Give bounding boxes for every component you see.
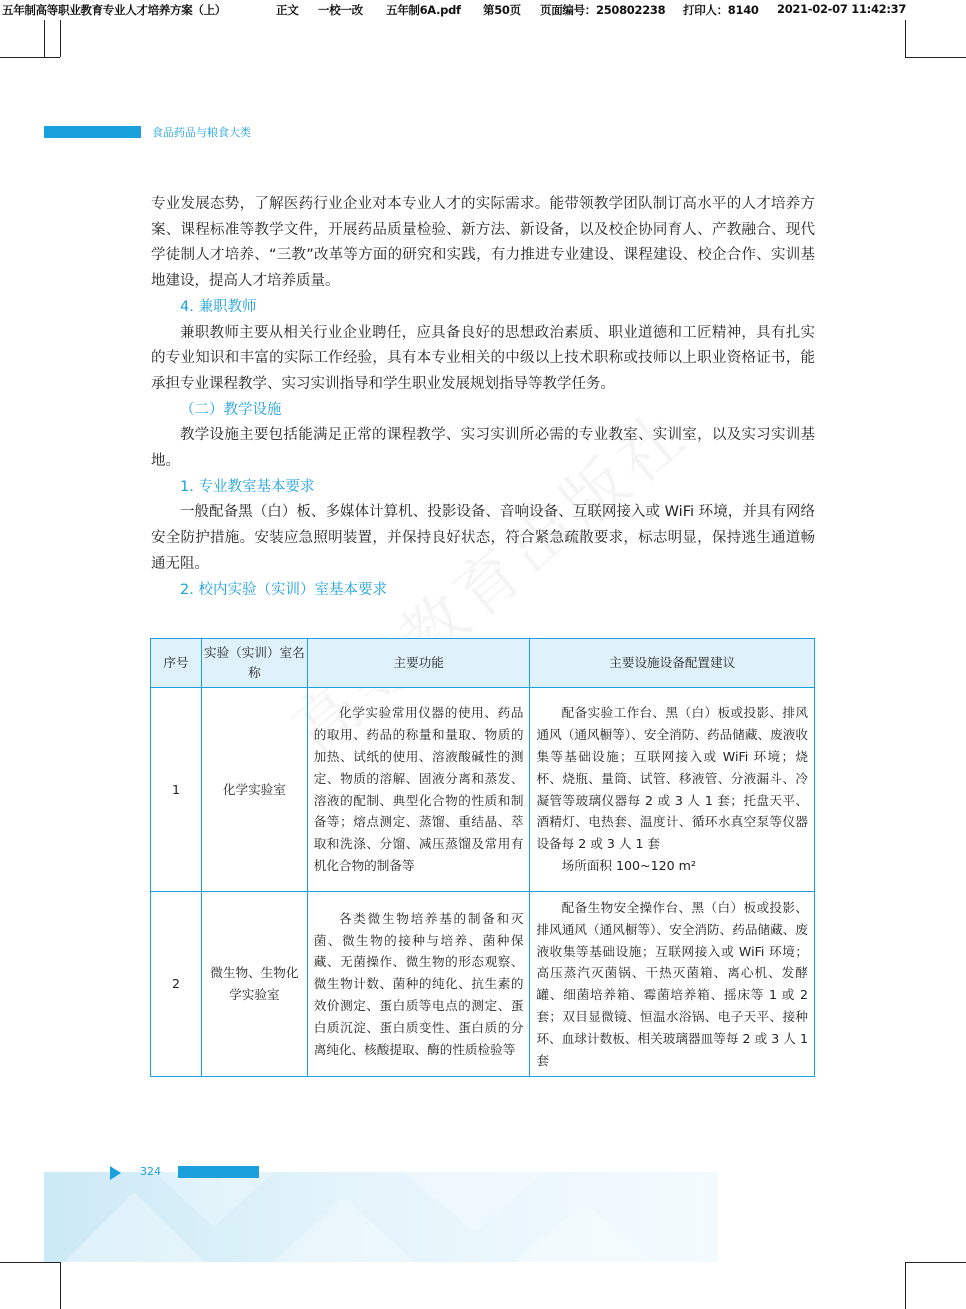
header-equipment: 主要设施设备配置建议 xyxy=(530,639,815,688)
page-number: 324 xyxy=(140,1165,161,1178)
print-proof: 一校一改 xyxy=(318,3,363,17)
cell-equipment xyxy=(530,892,815,1077)
cell-function xyxy=(307,688,530,892)
paragraph-part-time-teachers: 兼职教师主要从相关行业企业聘任，应具备良好的思想政治素质、职业道德和工匠精神，具有扎实的专业知识和丰富的实际工作经验，具有本专业相关的中级以上技术职称或技师以上职业资格证书，能承担专业课程教学、实习实训指导和学生职业发展规划指导等教学任务。 xyxy=(151,324,815,392)
crop-mark-bottom-right-v xyxy=(905,1262,906,1309)
crop-mark-top-left-h xyxy=(0,57,60,58)
cell-equipment xyxy=(530,688,815,892)
paragraph-classroom-requirements: 一般配备黑（白）板、多媒体计算机、投影设备、音响设备、互联网接入或 WiFi 环境，并具有网络安全防护措施。安装应急照明装置，并保持良好状态，符合紧急疏散要求，标志明显，保持逃生通道畅通无阻。 xyxy=(151,504,815,572)
area-text: 场所面积 100~120 m² xyxy=(561,857,696,873)
cell-function xyxy=(307,892,530,1077)
heading-classroom-requirements: 1. 专业教室基本要求 xyxy=(180,478,315,495)
crop-mark-top-right-h xyxy=(905,57,966,58)
print-section: 正文 xyxy=(276,3,299,17)
print-datetime: 2021-02-07 11:42:37 xyxy=(777,2,907,16)
table-header-row xyxy=(151,639,815,688)
crop-mark-bottom-left-v xyxy=(60,1262,61,1309)
cell-no: 1 xyxy=(151,688,202,892)
equipment-text: 配备生物安全操作台、黑（白）板或投影、排风通风（通风橱等）、安全消防、药品储藏、废液收集等基础设施；互联网接入或 WiFi 环境；高压蒸汽灭菌锅、干热灭菌箱、离心机、发酵罐、细菌培养箱、霉菌培养箱、摇床等 1 或 2 套；双目显微镜、恒温水浴锅、电子天平、接种环、血球计数板、相关玻璃器皿等每 2 或 3 人 1 套 xyxy=(536,900,808,1068)
crop-mark-top-left-v2 xyxy=(60,20,61,57)
equipment-text: 配备实验工作台、黑（白）板或投影、排风通风（通风橱等）、安全消防、药品储藏、废液收集等基础设施；互联网接入或 WiFi 环境；烧杯、烧瓶、量筒、试管、移液管、分液漏斗、冷凝管等玻璃仪器每 2 或 3 人 1 套；托盘天平、酒精灯、电热套、温度计、循环水真空泵等仪器设备每 2 或 3 人 1 套 xyxy=(536,705,808,852)
footer-bar xyxy=(178,1166,259,1178)
lab-requirements-table xyxy=(150,638,815,1077)
crop-mark-top-right-v xyxy=(905,20,906,57)
print-doc-title: 五年制高等职业教育专业人才培养方案（上） xyxy=(2,3,226,17)
footer-decorative-band xyxy=(44,1172,718,1262)
cell-lab-name: 微生物、生物化学实验室 xyxy=(201,892,307,1077)
footer-pattern xyxy=(44,1172,718,1262)
cell-lab-name: 化学实验室 xyxy=(201,688,307,892)
page-arrow-icon xyxy=(110,1166,121,1180)
header-lab-name: 实验（实训）室名称 xyxy=(201,639,307,688)
print-header xyxy=(0,0,966,18)
table-row xyxy=(151,892,815,1077)
body-text xyxy=(151,192,815,603)
table-row xyxy=(151,688,815,892)
heading-part-time-teachers: 4. 兼职教师 xyxy=(180,298,257,315)
running-header-bar xyxy=(44,126,141,138)
crop-mark-top-left-v xyxy=(44,20,45,57)
header-main-function: 主要功能 xyxy=(307,639,530,688)
heading-lab-requirements: 2. 校内实验（实训）室基本要求 xyxy=(180,581,387,598)
print-page: 第50页 xyxy=(483,3,521,17)
crop-mark-bottom-right-h xyxy=(905,1262,966,1263)
print-file: 五年制6A.pdf xyxy=(386,3,461,17)
print-printer: 打印人：8140 xyxy=(683,3,759,17)
function-text: 各类微生物培养基的制备和灭菌、微生物的接种与培养、菌种保藏、无菌操作、微生物的形态观察、微生物计数、菌种的纯化、抗生素的效价测定、蛋白质等电点的测定、蛋白质沉淀、蛋白质变性、蛋白质的分离纯化、核酸提取、酶的性质检验等 xyxy=(313,910,524,1057)
heading-teaching-facilities: （二）教学设施 xyxy=(180,401,282,418)
print-page-code: 页面编号：250802238 xyxy=(540,3,666,17)
paragraph-teaching-facilities: 教学设施主要包括能满足正常的课程教学、实习实训所必需的专业教室、实训室，以及实习实训基地。 xyxy=(151,427,815,470)
crop-mark-bottom-left-h xyxy=(0,1262,60,1263)
header-no: 序号 xyxy=(151,639,202,688)
running-header-category: 食品药品与粮食大类 xyxy=(152,126,251,139)
function-text: 化学实验常用仪器的使用、药品的取用、药品的称量和量取、物质的加热、试纸的使用、溶液酸碱性的测定、物质的溶解、固液分离和蒸发、溶液的配制、典型化合物的性质和制备等；熔点测定、蒸馏、重结晶、萃取和洗涤、分馏、减压蒸馏及常用有机化合物的制备等 xyxy=(313,705,524,873)
paragraph-intro: 专业发展态势，了解医药行业企业对本专业人才的实际需求。能带领教学团队制订高水平的人才培养方案、课程标准等教学文件，开展药品质量检验、新方法、新设备，以及校企协同育人、产教融合、现代学徒制人才培养、“三教”改革等方面的研究和实践，有力推进专业建设、课程建设、校企合作、实训基地建设，提高人才培养质量。 xyxy=(151,196,815,290)
cell-no: 2 xyxy=(151,892,202,1077)
